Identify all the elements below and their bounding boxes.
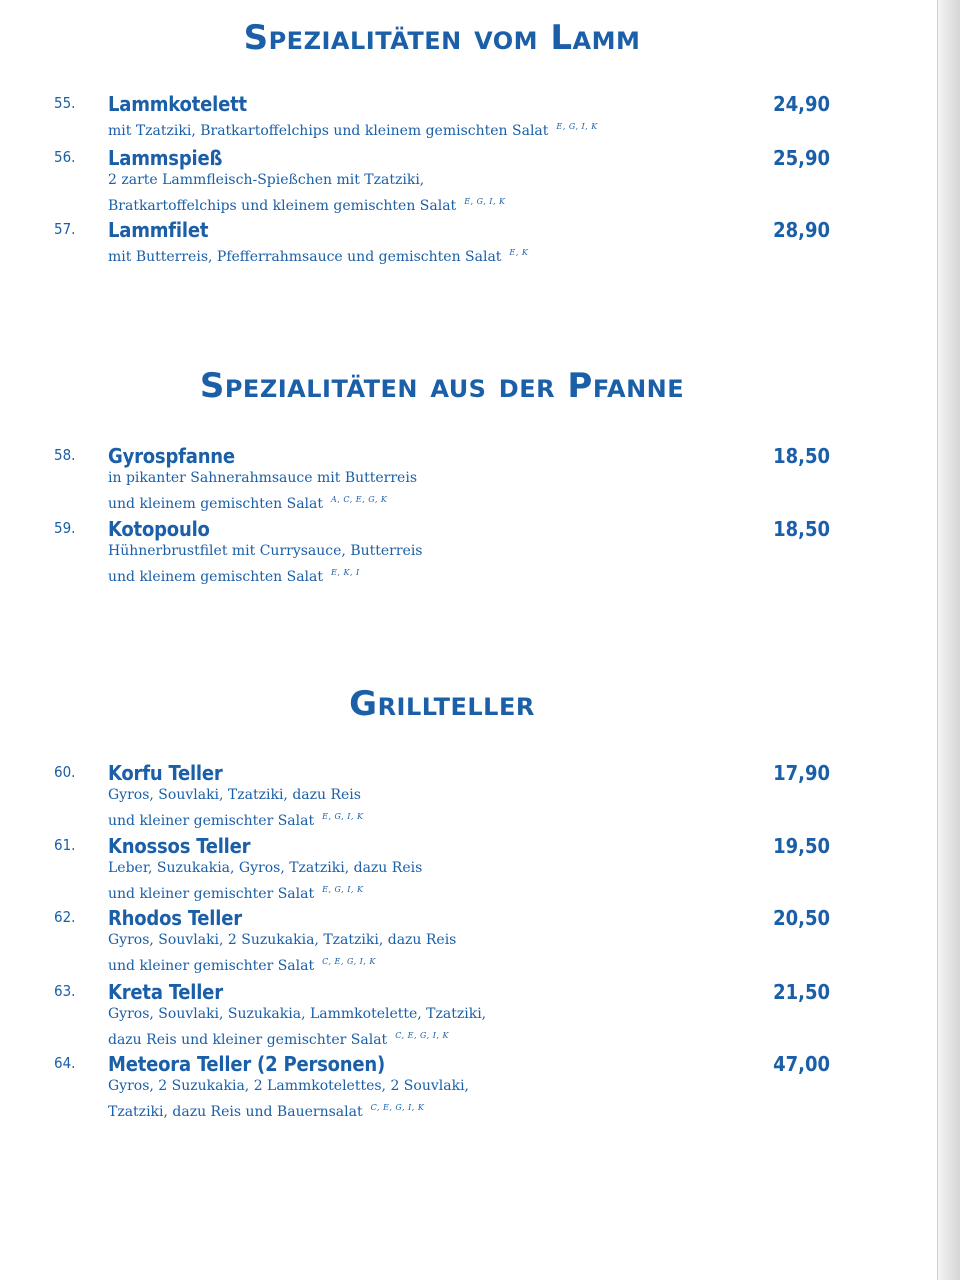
item-name: Lammspieß [108, 146, 223, 170]
page-edge [937, 0, 960, 1280]
item-description [108, 785, 363, 832]
description-line: mit Tzatziki, Bratkartoffelchips und kleinem gemischten Salat [108, 123, 549, 139]
item-description [108, 468, 417, 515]
item-number: 60. [54, 763, 76, 781]
description-line: Tzatziki, dazu Reis und Bauernsalat [108, 1104, 363, 1120]
item-price: 19,50 [773, 834, 830, 858]
description-line: und kleinem gemischten Salat [108, 569, 324, 585]
item-description [108, 541, 423, 588]
item-name: Lammkotelett [108, 92, 247, 116]
allergen-codes: E, G, I, K [556, 122, 598, 131]
item-description [108, 116, 598, 142]
item-name: Knossos Teller [108, 834, 251, 858]
section-title-pfanne: Spezialitäten aus der Pfanne [199, 366, 685, 406]
item-price: 47,00 [773, 1052, 830, 1076]
item-name: Kreta Teller [108, 980, 223, 1004]
item-price: 21,50 [773, 980, 830, 1004]
item-name: Meteora Teller (2 Personen) [108, 1052, 386, 1076]
item-number: 56. [54, 148, 76, 166]
description-line: Hühnerbrustfilet mit Currysauce, Butterreis [108, 543, 423, 559]
allergen-codes: E, G, I, K [464, 197, 506, 206]
item-name: Korfu Teller [108, 761, 223, 785]
item-number: 64. [54, 1054, 76, 1072]
item-number: 57. [54, 220, 76, 238]
item-description [108, 858, 422, 905]
description-line: 2 zarte Lammfleisch-Spießchen mit Tzatziki, [108, 172, 425, 188]
allergen-codes: E, G, I, K [322, 885, 364, 894]
allergen-codes: E, K [509, 248, 529, 257]
item-number: 62. [54, 908, 76, 926]
item-number: 63. [54, 982, 76, 1000]
section-title-grillteller: Grillteller [349, 684, 535, 724]
description-line: und kleiner gemischter Salat [108, 958, 315, 974]
item-name: Gyrospfanne [108, 444, 235, 468]
description-line: Gyros, 2 Suzukakia, 2 Lammkotelettes, 2 Souvlaki, [108, 1078, 469, 1094]
item-number: 61. [54, 836, 76, 854]
description-line: mit Butterreis, Pfefferrahmsauce und gemischten Salat [108, 249, 502, 265]
description-line: dazu Reis und kleiner gemischter Salat [108, 1032, 388, 1048]
section-title-lamm: Spezialitäten vom Lamm [243, 18, 641, 58]
description-line: Gyros, Souvlaki, Suzukakia, Lammkotelette, Tzatziki, [108, 1006, 487, 1022]
description-line: Bratkartoffelchips und kleinem gemischten Salat [108, 198, 457, 214]
item-name: Rhodos Teller [108, 906, 242, 930]
item-price: 17,90 [773, 761, 830, 785]
allergen-codes: E, K, I [331, 568, 360, 577]
description-line: und kleinem gemischten Salat [108, 496, 324, 512]
item-description [108, 930, 456, 977]
description-line: in pikanter Sahnerahmsauce mit Butterreis [108, 470, 417, 486]
item-description [108, 1076, 469, 1123]
item-price: 25,90 [773, 146, 830, 170]
allergen-codes: E, G, I, K [322, 812, 364, 821]
allergen-codes: C, E, G, I, K [370, 1103, 425, 1112]
allergen-codes: C, E, G, I, K [322, 957, 376, 966]
allergen-codes: A, C, E, G, K [331, 495, 388, 504]
item-price: 18,50 [773, 517, 830, 541]
item-number: 59. [54, 519, 76, 537]
description-line: Gyros, Souvlaki, Tzatziki, dazu Reis [108, 787, 361, 803]
description-line: Leber, Suzukakia, Gyros, Tzatziki, dazu Reis [108, 860, 423, 876]
item-description [108, 242, 528, 268]
allergen-codes: C, E, G, I, K [395, 1031, 449, 1040]
description-line: Gyros, Souvlaki, 2 Suzukakia, Tzatziki, dazu Reis [108, 932, 457, 948]
item-price: 24,90 [773, 92, 830, 116]
item-price: 18,50 [773, 444, 830, 468]
item-description [108, 170, 506, 217]
item-number: 55. [54, 94, 76, 112]
item-number: 58. [54, 446, 76, 464]
item-price: 20,50 [773, 906, 830, 930]
description-line: und kleiner gemischter Salat [108, 886, 315, 902]
item-name: Lammfilet [108, 218, 209, 242]
item-price: 28,90 [773, 218, 830, 242]
item-name: Kotopoulo [108, 517, 210, 541]
description-line: und kleiner gemischter Salat [108, 813, 315, 829]
item-description [108, 1004, 486, 1051]
